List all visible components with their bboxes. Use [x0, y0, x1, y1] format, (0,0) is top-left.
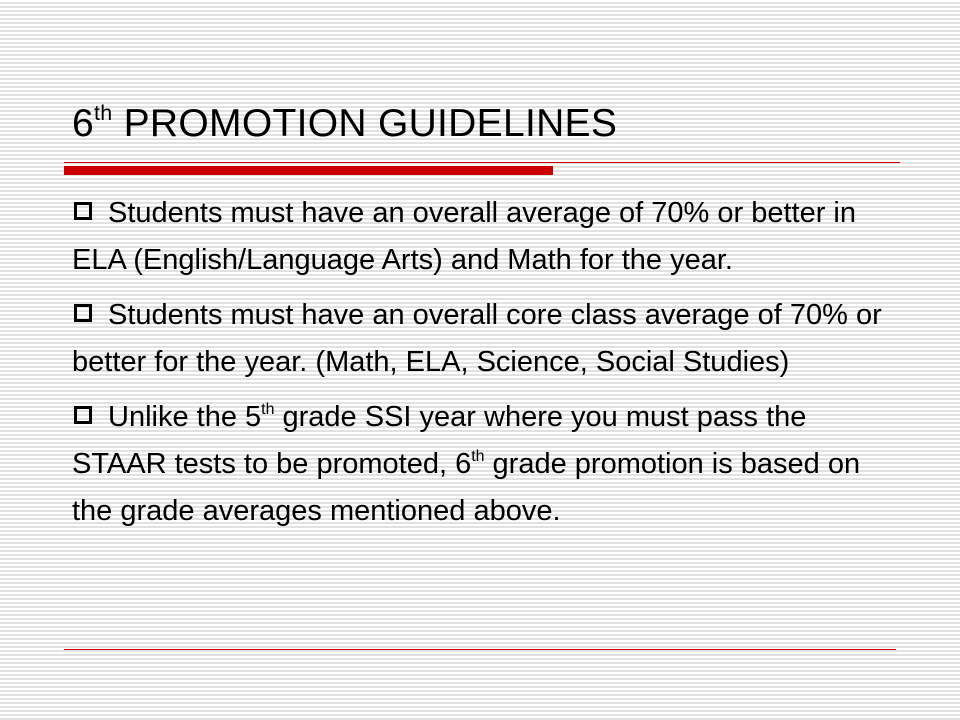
bullet-text: Unlike the 5: [108, 401, 262, 433]
title-number: 6: [72, 102, 94, 145]
hollow-square-icon: [74, 202, 92, 220]
superscript: th: [471, 448, 485, 466]
bullet-item-core-class-average: [72, 292, 892, 386]
hollow-square-icon: [74, 406, 92, 424]
bullet-text: Students must have an overall average of 70% or better in ELA (English/Language Arts) and Math for the year.: [72, 197, 856, 276]
bullet-text: grade SSI year where you must pass the STAAR tests to be promoted, 6: [72, 401, 807, 480]
bullet-item-promotion-basis: [72, 394, 892, 535]
hollow-square-icon: [74, 304, 92, 322]
page-title: [72, 102, 617, 146]
title-divider-thin: [64, 162, 900, 163]
bullet-text: grade promotion is based on the grade averages mentioned above.: [72, 448, 861, 527]
title-superscript: th: [94, 100, 113, 125]
title-divider-thick: [64, 166, 553, 175]
superscript: th: [261, 401, 275, 419]
bottom-divider: [64, 649, 896, 650]
title-text: PROMOTION GUIDELINES: [112, 102, 618, 145]
bullet-item-overall-average: [72, 190, 892, 284]
bullet-list: [72, 190, 892, 543]
bullet-text: Students must have an overall core class average of 70% or better for the year. (Math, ELA, Science, Social Studies): [72, 299, 882, 378]
